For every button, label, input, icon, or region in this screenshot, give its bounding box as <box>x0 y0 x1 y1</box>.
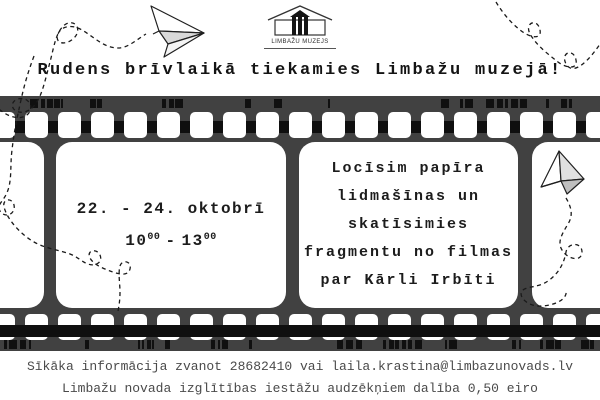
barcode-mark <box>546 340 554 349</box>
sprocket-hole <box>322 112 345 138</box>
barcode-mark <box>97 99 102 108</box>
barcode-mark <box>465 99 473 108</box>
barcode-mark <box>555 340 561 349</box>
barcode-mark <box>211 340 215 349</box>
event-time <box>125 232 217 250</box>
barcode-mark <box>47 99 53 108</box>
barcode-mark <box>85 340 89 349</box>
barcode-mark <box>337 340 343 349</box>
filmstrip-barcode-bottom <box>0 340 600 349</box>
barcode-mark <box>460 99 463 108</box>
barcode-mark <box>449 340 457 349</box>
description-line: par Kārli Irbīti <box>320 272 497 289</box>
description-line: fragmentu no filmas <box>303 244 514 261</box>
barcode-mark <box>402 340 406 349</box>
sprocket-hole <box>454 112 477 138</box>
barcode-mark <box>383 340 386 349</box>
sprocket-hole <box>289 112 312 138</box>
barcode-mark <box>152 340 154 349</box>
sprocket-hole <box>256 112 279 138</box>
footer-contact-line: Sīkāka informācija zvanot 28682410 vai laila.krastina@limbazunovads.lv <box>26 359 574 374</box>
frame-description <box>299 142 518 308</box>
barcode-mark <box>389 340 394 349</box>
barcode-mark <box>162 99 166 108</box>
sprocket-hole <box>190 112 213 138</box>
sprocket-hole <box>421 112 444 138</box>
sprocket-hole <box>553 112 576 138</box>
sprocket-hole <box>520 112 543 138</box>
barcode-mark <box>328 99 330 108</box>
barcode-mark <box>561 99 567 108</box>
barcode-mark <box>4 340 7 349</box>
description-line: lidmašīnas un <box>336 188 481 205</box>
barcode-mark <box>497 99 503 108</box>
barcode-mark <box>41 99 45 108</box>
barcode-mark <box>30 99 38 108</box>
sprocket-hole <box>388 112 411 138</box>
sprocket-hole <box>586 112 600 138</box>
barcode-mark <box>512 340 516 349</box>
barcode-mark <box>415 340 422 349</box>
barcode-mark <box>29 340 31 349</box>
barcode-mark <box>249 340 252 349</box>
barcode-mark <box>245 99 251 108</box>
barcode-mark <box>165 340 170 349</box>
sprocket-hole <box>58 112 81 138</box>
sprocket-hole <box>355 112 378 138</box>
barcode-mark <box>138 340 140 349</box>
filmstrip-barcode-top <box>0 99 600 108</box>
barcode-mark <box>505 99 508 108</box>
frame-partial-left <box>0 142 44 308</box>
paper-airplane-icon-top <box>151 6 204 57</box>
barcode-mark <box>540 340 543 349</box>
poster-title: Rudens brīvlaikā tiekamies Limbažu muzejā! <box>37 61 563 80</box>
barcode-mark <box>222 340 228 349</box>
barcode-mark <box>274 99 282 108</box>
sprocket-hole <box>91 112 114 138</box>
barcode-mark <box>520 99 527 108</box>
filmstrip-frames <box>0 142 600 308</box>
barcode-mark <box>511 99 518 108</box>
sprocket-hole <box>487 112 510 138</box>
barcode-mark <box>356 340 362 349</box>
description-line: skatīsimies <box>347 216 470 233</box>
time-end-minutes: 00 <box>203 232 217 243</box>
barcode-mark <box>346 340 353 349</box>
barcode-mark <box>147 340 151 349</box>
sprocket-hole <box>124 112 147 138</box>
barcode-mark <box>581 340 589 349</box>
time-separator: - <box>165 232 177 250</box>
barcode-mark <box>61 99 63 108</box>
barcode-mark <box>218 340 220 349</box>
dashed-trail-top-right <box>496 2 600 68</box>
event-dates: 22. - 24. oktobrī <box>76 200 266 218</box>
time-start-hour: 10 <box>125 232 148 250</box>
barcode-mark <box>169 99 174 108</box>
time-end-hour: 13 <box>181 232 204 250</box>
barcode-mark <box>590 340 594 349</box>
footer-fee-line: Limbažu novada izglītības iestāžu audzēkņiem dalība 0,50 eiro <box>62 381 538 396</box>
museum-building-icon <box>266 4 334 38</box>
barcode-mark <box>175 99 183 108</box>
barcode-mark <box>408 340 412 349</box>
barcode-mark <box>90 99 96 108</box>
barcode-mark <box>441 99 449 108</box>
barcode-mark <box>20 340 26 349</box>
description-line: Locīsim papīra <box>331 160 486 177</box>
barcode-mark <box>54 99 60 108</box>
sprocket-hole <box>25 112 48 138</box>
frame-partial-right <box>532 142 600 308</box>
barcode-mark <box>9 340 17 349</box>
barcode-mark <box>142 340 144 349</box>
sprocket-hole <box>223 112 246 138</box>
barcode-mark <box>445 340 447 349</box>
filmstrip-band-bottom <box>0 325 600 337</box>
logo-underline <box>264 48 336 49</box>
barcode-mark <box>486 99 494 108</box>
sprocket-hole <box>0 112 15 138</box>
filmstrip-sprocket-holes-top <box>0 112 600 138</box>
barcode-mark <box>569 99 572 108</box>
barcode-mark <box>546 99 549 108</box>
barcode-mark <box>395 340 399 349</box>
time-start-minutes: 00 <box>147 232 161 243</box>
sprocket-hole <box>157 112 180 138</box>
frame-dates <box>56 142 286 308</box>
museum-logo <box>262 4 338 49</box>
barcode-mark <box>519 340 521 349</box>
museum-logo-label: LIMBAŽU MUZEJS <box>271 39 329 45</box>
filmstrip <box>0 96 600 351</box>
